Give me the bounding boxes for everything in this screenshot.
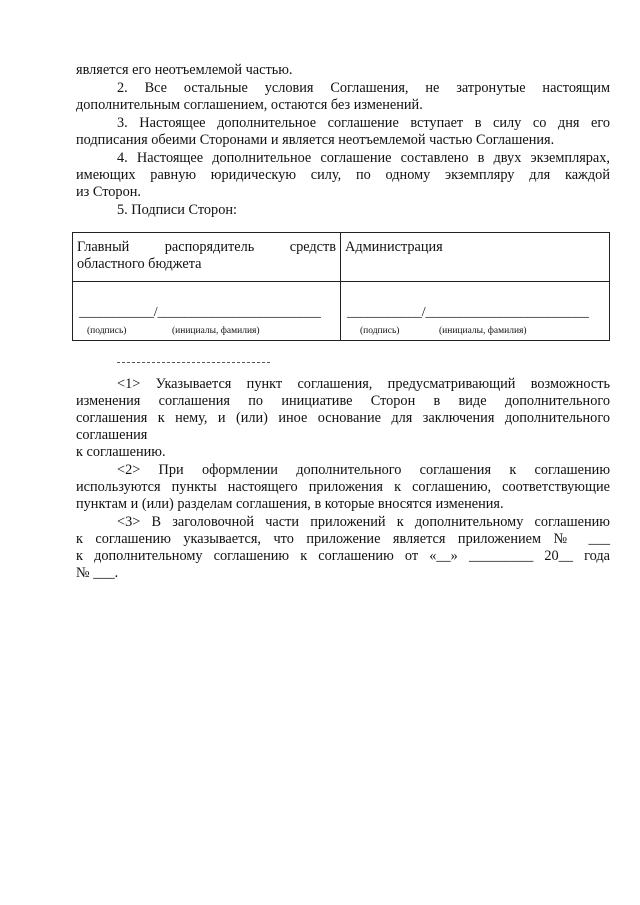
clause-4-line-3: из Сторон. [76,184,141,200]
right-party-title: Администрация [345,239,443,255]
footnote-1-line-3: соглашения к нему, и (или) иное основание для заключения дополнительного [76,410,610,426]
right-signature-cell [341,282,610,341]
right-party-header [341,233,610,282]
footnote-2-line-1: <2> При оформлении дополнительного соглашения к соглашению [117,462,610,478]
left-party-title-line-1: Главный распорядитель средств [77,239,336,255]
clause-4-line-1: 4. Настоящее дополнительное соглашение составлено в двух экземплярах, [117,150,610,166]
left-signature-cell [73,282,341,341]
footnote-1-line-1: <1> Указывается пункт соглашения, предусматривающий возможность [117,376,610,392]
left-caption-name: (инициалы, фамилия) [172,326,260,336]
clause-5: 5. Подписи Сторон: [117,202,237,218]
right-caption-signature: (подпись) [360,326,400,336]
clause-2-line-1: 2. Все остальные условия Соглашения, не затронутые настоящим [117,80,610,96]
footnote-2-line-2: используются пункты настоящего приложения к соглашению, соответствующие [76,479,610,495]
footnote-1-line-5: к соглашению. [76,444,166,460]
left-caption-signature: (подпись) [87,326,127,336]
clause-3-line-2: подписания обеими Сторонами и является неотъемлемой частью Соглашения. [76,132,555,148]
footnote-1-line-4: соглашения [76,427,148,443]
clause-4-line-2: имеющих равную юридическую силу, по одному экземпляру для каждой [76,167,610,183]
intro-line: является его неотъемлемой частью. [76,62,293,78]
left-party-header [73,233,341,282]
clause-2-line-2: дополнительным соглашением, остаются без изменений. [76,97,423,113]
footnote-separator [117,362,270,363]
left-signature-line: ___________/________________________ [79,305,321,320]
footnote-3-line-1: <3> В заголовочной части приложений к дополнительному соглашению [117,514,610,530]
footnote-3-line-3: к дополнительному соглашению к соглашению от «__» _________ 20__ года [76,548,610,564]
clause-3-line-1: 3. Настоящее дополнительное соглашение вступает в силу со дня его [117,115,610,131]
right-caption-name: (инициалы, фамилия) [439,326,527,336]
right-signature-line: ___________/________________________ [347,305,589,320]
footnote-2-line-3: пунктам и (или) разделам соглашения, в которые вносятся изменения. [76,496,504,512]
footnote-1-line-2: изменения соглашения по инициативе Сторон в виде дополнительного [76,393,610,409]
left-party-title-line-2: областного бюджета [77,256,202,272]
footnote-3-line-4: № ___. [76,565,119,581]
signature-table [72,232,610,341]
footnote-3-line-2: к соглашению указывается, что приложение является приложением № ___ [76,531,610,547]
